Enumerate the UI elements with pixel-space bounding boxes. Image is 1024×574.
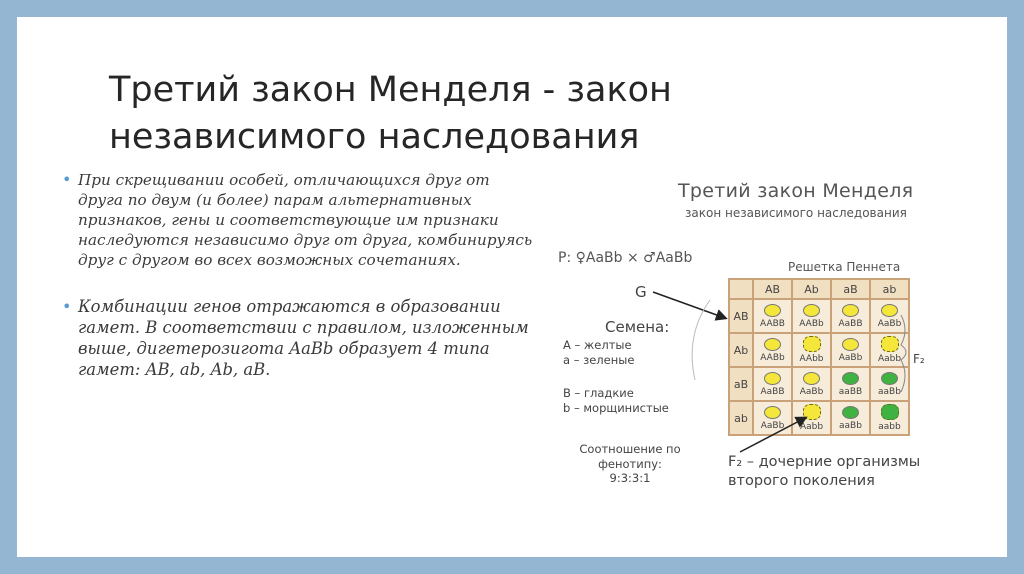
figure-subtitle: закон независимого наследования bbox=[685, 206, 907, 220]
bullet-list bbox=[58, 170, 538, 380]
legend-wrinkled: b – морщинистые bbox=[563, 401, 669, 415]
column-header: AB bbox=[754, 280, 791, 298]
genotype-label: Aabb bbox=[799, 422, 824, 432]
genotype-label: AABb bbox=[799, 318, 824, 329]
figure-title: Третий закон Менделя bbox=[678, 180, 914, 202]
ratio-line-1: Соотношение по bbox=[579, 442, 681, 456]
column-header: aB bbox=[832, 280, 869, 298]
gamete-arrow bbox=[653, 292, 725, 318]
bullet-text-1: При скрещивании особей, отличающихся друг от друга по двум (и более) парам альтернативных признаков, гены и соответствующие им признаки наследуются независимо друг от друга, комбинируясь друг с другом во всех возможных сочетаниях. bbox=[78, 171, 533, 269]
legend-yellow: A – желтые bbox=[563, 338, 632, 352]
row-header: aB bbox=[730, 368, 752, 400]
ratio-line-2: фенотипу: bbox=[598, 457, 662, 471]
legend-green: a – зеленые bbox=[563, 353, 635, 367]
genotype-label: aaBb bbox=[878, 386, 901, 397]
genotype-label: aaBB bbox=[838, 386, 863, 397]
row-header: Ab bbox=[730, 334, 752, 366]
column-header: ab bbox=[871, 280, 908, 298]
genotype-label: AABB bbox=[760, 318, 785, 329]
genotype-label: aaBb bbox=[839, 420, 862, 431]
f2-description-line-1: F₂ – дочерние организмы bbox=[728, 454, 921, 470]
offspring-arrow bbox=[740, 418, 805, 452]
f2-description-line-2: второго поколения bbox=[728, 473, 875, 489]
title-line-2: независимого наследования bbox=[109, 117, 640, 157]
slide-title bbox=[109, 67, 809, 161]
genotype-label: aabb bbox=[878, 422, 901, 432]
genotype-label: AaBB bbox=[838, 318, 863, 329]
genotype-label: AaBB bbox=[760, 386, 785, 397]
ratio-value: 9:3:3:1 bbox=[609, 471, 651, 485]
bullet-item-1 bbox=[58, 170, 538, 270]
punnett-label: Решетка Пеннета bbox=[788, 260, 901, 274]
mendel-figure bbox=[545, 160, 975, 500]
row-header: ab bbox=[730, 402, 752, 434]
f2-brace bbox=[901, 315, 906, 392]
genotype-label: AaBb bbox=[838, 352, 863, 363]
f2-label: F₂ bbox=[913, 352, 925, 366]
bullet-item-2 bbox=[58, 296, 538, 380]
bullet-dot-icon: • bbox=[62, 297, 72, 316]
genotype-label: AABb bbox=[760, 352, 785, 363]
genotype-label: Aabb bbox=[877, 354, 902, 364]
gamete-label: G bbox=[635, 283, 647, 301]
genotype-label: AAbb bbox=[799, 354, 824, 364]
genotype-label: AaBb bbox=[760, 420, 785, 431]
genotype-label: AaBb bbox=[799, 386, 824, 397]
genotype-label: AaBb bbox=[877, 318, 902, 329]
row-header: AB bbox=[730, 300, 752, 332]
parent-cross: P: ♀AaBb × ♂AaBb bbox=[558, 250, 693, 266]
bullet-text-2: Комбинации генов отражаются в образовании гамет. В соответствии с правилом, изложенным выше, дигетерозигота AaBb образует 4 типа гамет: AB, ab, Ab, aB. bbox=[78, 297, 529, 379]
bullet-dot-icon: • bbox=[62, 170, 72, 189]
figure-arrows bbox=[545, 160, 975, 500]
legend-smooth: B – гладкие bbox=[563, 386, 634, 400]
seeds-label: Семена: bbox=[605, 318, 670, 336]
column-header: Ab bbox=[793, 280, 830, 298]
title-line-1: Третий закон Менделя - закон bbox=[109, 70, 672, 110]
